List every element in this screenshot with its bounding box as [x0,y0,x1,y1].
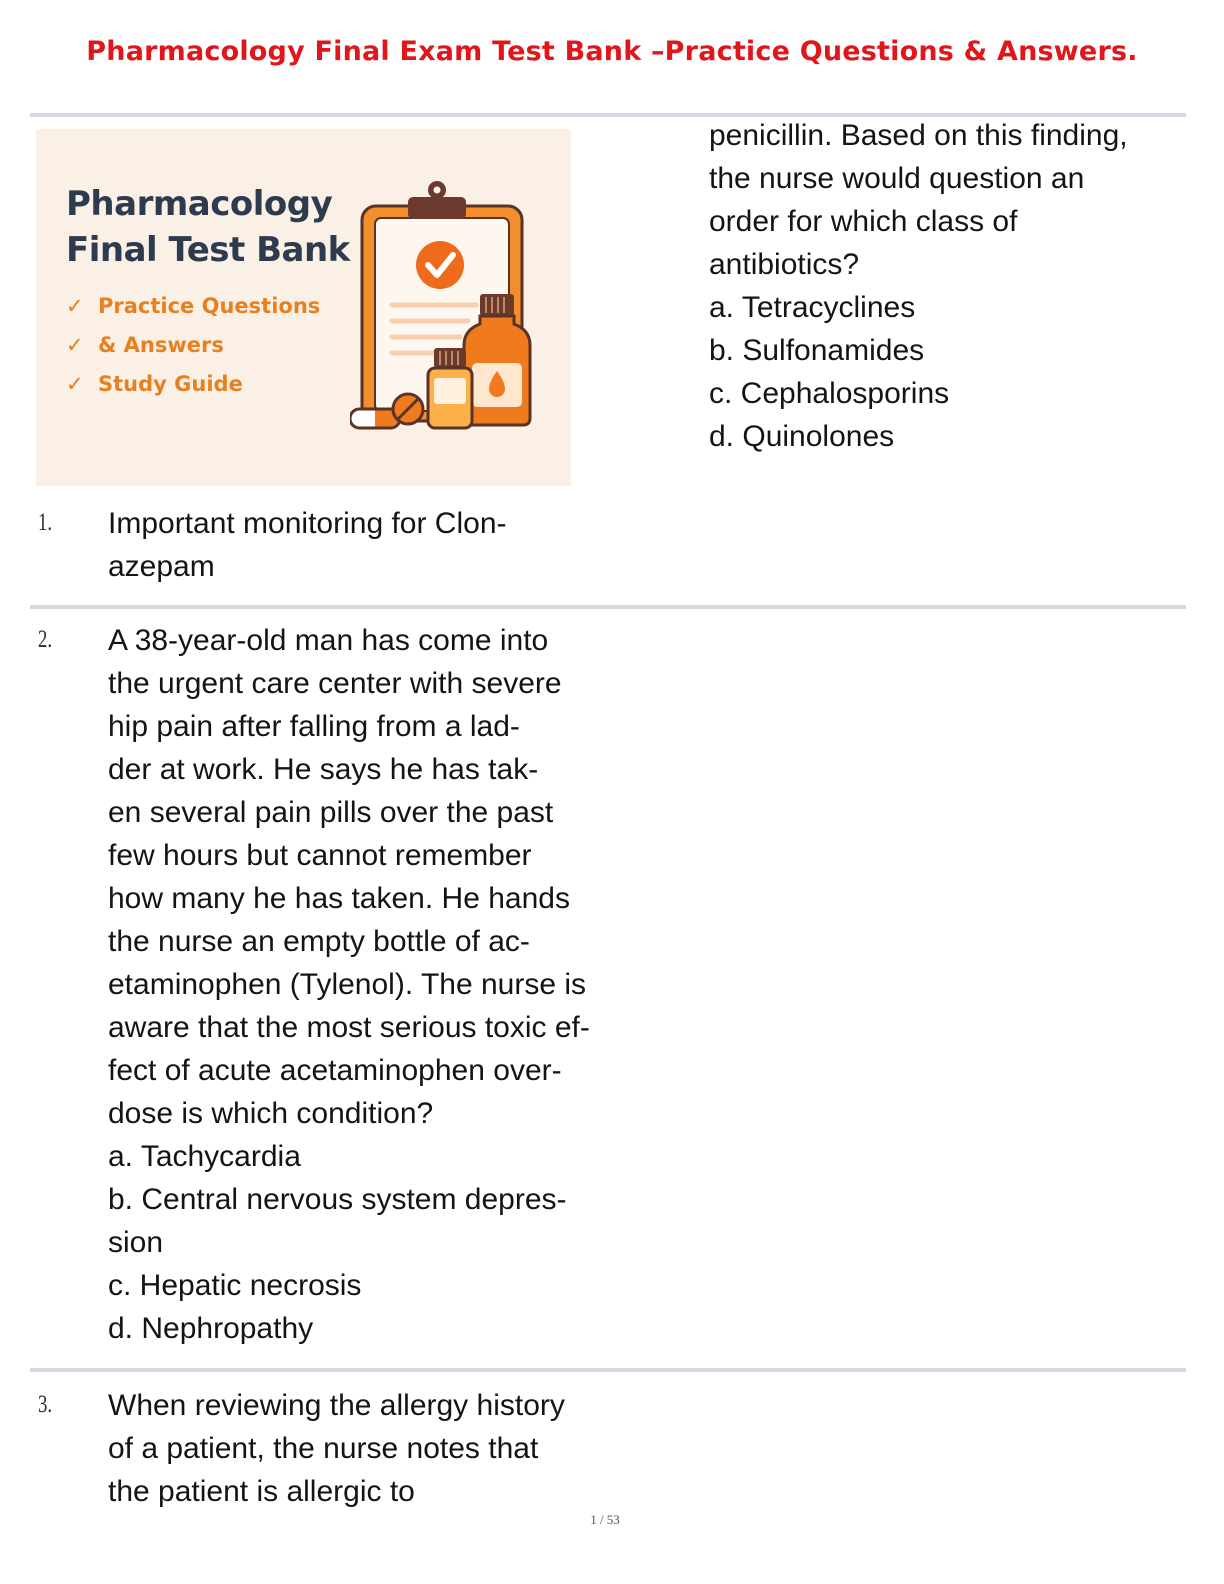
check-mark-icon: ✓ [66,294,84,318]
text-line: fect of acute acetaminophen over- [108,1054,562,1087]
banner-feature-label: Practice Questions [98,294,321,318]
text-line: the nurse an empty bottle of ac- [108,925,530,958]
text-line: When reviewing the allergy history [108,1389,565,1422]
answer-option: d. Quinolones [709,420,895,453]
text-line: order for which class of [709,205,1018,238]
check-mark-icon: ✓ [66,333,84,357]
text-line: the patient is allergic to [108,1475,415,1508]
question-text [108,502,628,588]
clipboard-medicine-illustration [350,173,540,438]
document-title: Pharmacology Final Exam Test Bank –Practice Questions & Answers. [86,36,1138,67]
banner-feature-list [66,287,320,404]
answer-option: b. Sulfonamides [709,334,925,367]
section-divider [30,1368,1186,1372]
text-line: en several pain pills over the past [108,796,554,829]
answer-option: b. Central nervous system depres- [108,1183,567,1216]
tablet-icon [393,394,423,424]
section-divider [30,605,1186,609]
checkmark-badge-icon [416,241,464,289]
answer-option: a. Tetracyclines [709,291,916,324]
text-line: hip pain after falling from a lad- [108,710,520,743]
text-line: A 38-year-old man has come into [108,624,549,657]
question-text [108,619,648,1350]
text-line: azepam [108,550,215,583]
banner-title-line2: Final Test Bank [66,230,350,270]
question-number: 3. [38,1391,53,1418]
banner-feature-item [66,326,320,365]
text-line: of a patient, the nurse notes that [108,1432,539,1465]
banner-title [66,181,350,273]
pill-bottle-icon [428,348,472,428]
banner-title-line1: Pharmacology [66,184,333,224]
banner-feature-item [66,287,320,326]
answer-option: c. Cephalosporins [709,377,950,410]
answer-option: c. Hepatic necrosis [108,1269,362,1302]
banner-feature-label: & Answers [98,333,224,357]
question-text-continued [709,114,1209,458]
banner-feature-label: Study Guide [98,372,243,396]
banner-feature-item [66,365,320,404]
check-mark-icon: ✓ [66,372,84,396]
question-text [108,1384,628,1513]
text-line: few hours but cannot remember [108,839,532,872]
text-line: penicillin. Based on this finding, [709,119,1128,152]
answer-option: sion [108,1226,164,1259]
text-line: etaminophen (Tylenol). The nurse is [108,968,587,1001]
text-line: dose is which condition? [108,1097,434,1130]
text-line: how many he has taken. He hands [108,882,570,915]
text-line: aware that the most serious toxic ef- [108,1011,590,1044]
text-line: the nurse would question an [709,162,1085,195]
question-number: 1. [38,509,53,536]
text-line: the urgent care center with severe [108,667,562,700]
cover-banner [36,129,571,486]
text-line: antibiotics? [709,248,860,281]
text-line: der at work. He says he has tak- [108,753,539,786]
answer-option: a. Tachycardia [108,1140,301,1173]
question-number: 2. [38,626,53,653]
answer-option: d. Nephropathy [108,1312,314,1345]
page-number: 1 / 53 [590,1512,620,1527]
text-line: Important monitoring for Clon- [108,507,507,540]
